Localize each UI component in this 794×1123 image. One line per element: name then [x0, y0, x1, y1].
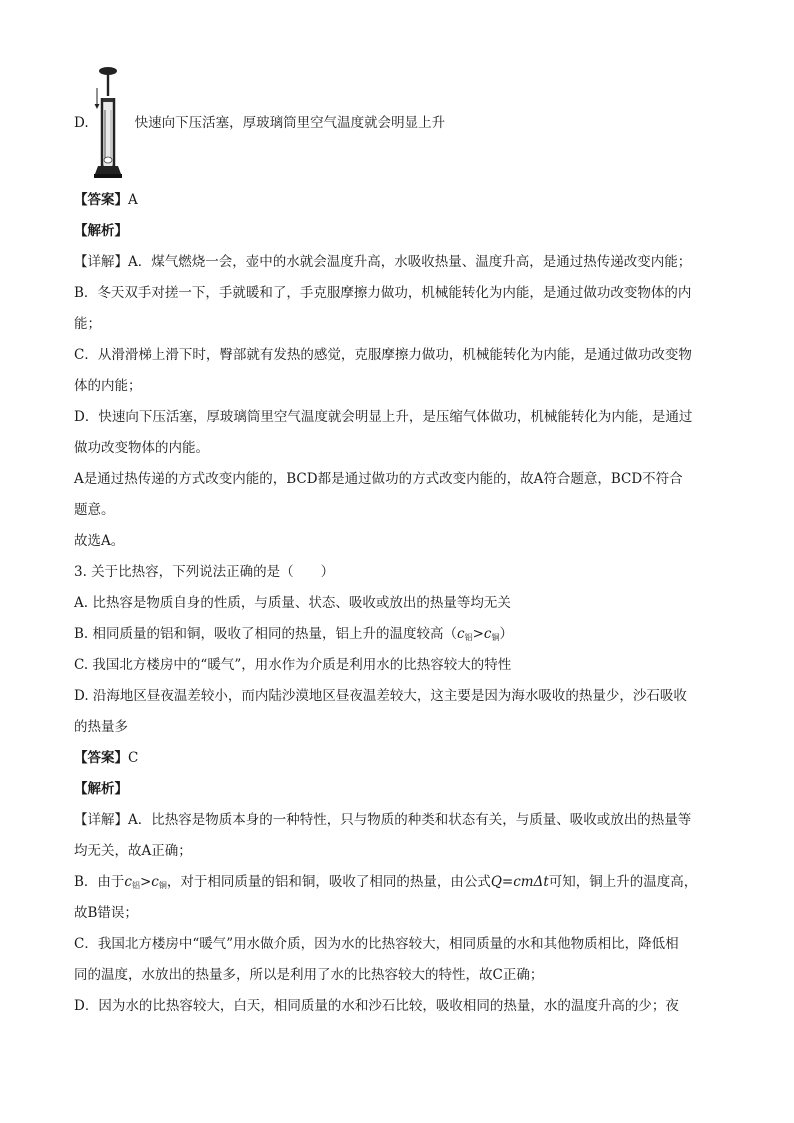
greater-than: >	[472, 626, 484, 642]
detail2-c1: C．我国北方楼房中“暖气”用水做介质，因为水的比热容较大，相同质量的水和其他物质相比，降低相	[74, 936, 679, 952]
subscript-cu: 铜	[158, 881, 167, 890]
answer-value: A	[128, 192, 138, 208]
option-d-line	[74, 113, 445, 133]
subscript-al: 铝	[464, 633, 473, 642]
b-prefix: B．由于	[74, 874, 125, 890]
detail1-line: 做功改变物体的内能。	[74, 440, 209, 456]
option-b-text: B. 相同质量的铝和铜，吸收了相同的热量，铝上升的温度较高（	[74, 626, 458, 642]
analysis-label-1: 【解析】	[74, 223, 128, 239]
b-suffix: 可知，铜上升的温度高，	[548, 874, 698, 890]
question-3-option-c: C. 我国北方楼房中的“暖气”，用水作为介质是利用水的比热容较大的特性	[74, 657, 512, 673]
detail1-line: 能；	[74, 316, 101, 332]
detail1-line: 故选A。	[74, 533, 125, 549]
detail1-line: C．从滑滑梯上滑下时，臀部就有发热的感觉，克服摩擦力做功，机械能转化为内能，是通过做功改变物	[74, 347, 692, 363]
detail2-d1: D．因为水的比热容较大，白天，相同质量的水和沙石比较，吸收相同的热量，水的温度升高的少；夜	[74, 998, 679, 1014]
detail2-b2: 故B错误；	[74, 905, 138, 921]
answer-label: 【答案】	[74, 192, 128, 208]
detail1-line: 体的内能；	[74, 378, 142, 394]
question-3-option-d: D. 沿海地区昼夜温差较小，而内陆沙漠地区昼夜温差较大，这主要是因为海水吸收的热量少，沙石吸收	[74, 688, 687, 704]
question-3-option-a: A. 比热容是物质自身的性质，与质量、状态、吸收或放出的热量等均无关	[74, 595, 511, 611]
detail1-line: 【详解】A．煤气燃烧一会，壶中的水就会温度升高，水吸收热量、温度升高，是通过热传递改变内能；	[74, 254, 692, 270]
b-middle: ，对于相同质量的铝和铜，吸收了相同的热量，由公式	[166, 874, 491, 890]
option-d-letter: D.	[74, 115, 89, 131]
answer-value: C	[128, 750, 139, 766]
answer-1	[74, 190, 138, 210]
detail2-c2: 同的温度，水放出的热量多，所以是利用了水的比热容较大的特性，故C正确；	[74, 967, 544, 983]
question-3-option-d-cont: 的热量多	[74, 719, 128, 735]
detail2-a2: 均无关，故A正确；	[74, 843, 192, 859]
detail2-a1: 【详解】A．比热容是物质本身的一种特性，只与物质的种类和状态有关，与质量、吸收或放出的热量等	[74, 812, 692, 828]
question-3-stem: 3. 关于比热容，下列说法正确的是（ ）	[74, 564, 335, 580]
greater-than: >	[139, 874, 152, 890]
subscript-al: 铝	[131, 881, 140, 890]
detail1-line: 题意。	[74, 502, 115, 518]
heat-formula: Q=cmΔt	[490, 874, 549, 890]
detail2-b1	[74, 872, 697, 896]
analysis-label-2: 【解析】	[74, 781, 128, 797]
close-paren: ）	[499, 626, 513, 642]
detail1-line: A是通过热传递的方式改变内能的，BCD都是通过做功的方式改变内能的，故A符合题意，BCD不符合	[74, 471, 683, 487]
symbol-c: c	[483, 626, 492, 642]
symbol-c: c	[457, 626, 465, 642]
detail1-line: B．冬天双手对搓一下，手就暖和了，手克服摩擦力做功，机械能转化为内能，是通过做功改变物体的内	[74, 285, 692, 301]
question-3-option-b	[74, 624, 513, 648]
subscript-cu: 铜	[491, 633, 500, 642]
detail1-line: D．快速向下压活塞，厚玻璃筒里空气温度就会明显上升，是压缩气体做功，机械能转化为内能，是通过	[74, 409, 693, 425]
answer-2	[74, 748, 138, 768]
symbol-c: c	[124, 874, 132, 890]
symbol-c: c	[151, 874, 159, 890]
answer-label: 【答案】	[74, 750, 128, 766]
option-d-text: 快速向下压活塞，厚玻璃筒里空气温度就会明显上升	[134, 115, 446, 131]
